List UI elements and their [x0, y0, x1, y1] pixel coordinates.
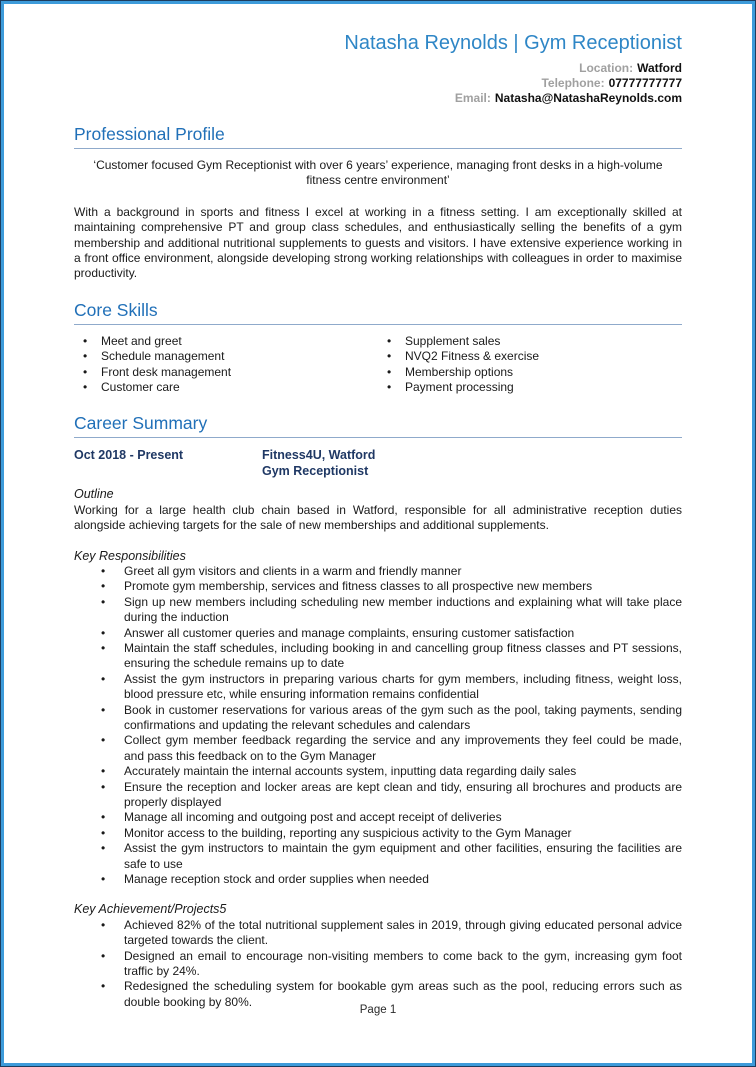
- responsibility-item: • Manage reception stock and order supplies when needed: [74, 872, 682, 887]
- contact-block: [74, 61, 682, 106]
- responsibility-item: • Book in customer reservations for various areas of the gym such as the pool, taking payments, sending confirmations and updating the relevant schedules and calendars: [74, 703, 682, 734]
- responsibility-item: • Monitor access to the building, reporting any suspicious activity to the Gym Manager: [74, 826, 682, 841]
- skill-item: • NVQ2 Fitness & exercise: [378, 349, 682, 364]
- skill-item: • Customer care: [74, 380, 378, 395]
- responsibility-item: • Promote gym membership, services and fitness classes to all prospective new members: [74, 579, 682, 594]
- section-career-summary: [74, 412, 682, 1010]
- responsibility-item: • Maintain the staff schedules, including booking in and cancelling group fitness classes and PT sessions, ensuring the schedule remains up to date: [74, 641, 682, 672]
- core-skills-columns: [74, 334, 682, 396]
- job-header: [74, 448, 682, 479]
- contact-row: [74, 61, 682, 76]
- profile-quote: ‘Customer focused Gym Receptionist with over 6 years’ experience, managing front desks in a high-volume fitness centre environment’: [93, 158, 663, 188]
- responsibility-item: • Manage all incoming and outgoing post and accept receipt of deliveries: [74, 810, 682, 825]
- responsibility-item: • Greet all gym visitors and clients in a warm and friendly manner: [74, 564, 682, 579]
- contact-row: [74, 91, 682, 106]
- job-dates: Oct 2018 - Present: [74, 448, 184, 463]
- core-skills-heading: Core Skills: [74, 299, 682, 325]
- person-name-title: Natasha Reynolds | Gym Receptionist: [344, 32, 682, 54]
- job-org: [262, 448, 375, 479]
- core-skills-column-left: [74, 334, 378, 396]
- section-core-skills: [74, 299, 682, 396]
- contact-value: 07777777777: [608, 76, 682, 90]
- contact-label: Location:: [579, 61, 634, 75]
- contact-label: Email:: [454, 91, 491, 105]
- skill-item: • Membership options: [378, 365, 682, 380]
- skill-item: • Supplement sales: [378, 334, 682, 349]
- core-skills-column-right: [378, 334, 682, 396]
- achievements-label: Key Achievement/Projects5: [74, 902, 227, 917]
- contact-value: Natasha@NatashaReynolds.com: [494, 91, 682, 105]
- page-border-frame: [1, 1, 755, 1066]
- responsibility-item: • Collect gym member feedback regarding the service and any improvements they feel could be made, and pass this feedback on to the Gym Manager: [74, 733, 682, 764]
- contact-label: Telephone:: [541, 76, 605, 90]
- professional-profile-heading: Professional Profile: [74, 123, 682, 149]
- responsibility-item: • Accurately maintain the internal accounts system, inputting data regarding daily sales: [74, 764, 682, 779]
- section-professional-profile: [74, 123, 682, 282]
- contact-row: [74, 76, 682, 91]
- skill-item: • Front desk management: [74, 365, 378, 380]
- job-role: Gym Receptionist: [262, 463, 369, 478]
- responsibility-item: • Assist the gym instructors in preparing various charts for gym members, including fitness, weight loss, blood pressure etc, while ensuring information remains confidential: [74, 672, 682, 703]
- job-company: Fitness4U, Watford: [262, 448, 376, 463]
- responsibility-item: • Sign up new members including scheduling new member inductions and explaining what will take place during the induction: [74, 595, 682, 626]
- responsibility-item: • Answer all customer queries and manage complaints, ensuring customer satisfaction: [74, 626, 682, 641]
- profile-body: With a background in sports and fitness I excel at working in a fitness setting. I am exceptionally skilled at maintaining comprehensive PT and group class schedules, and enthusiastically selling the benefits of a gym membership and additional nutritional supplements to guests and visitors. I have extensive experience working in a front office environment, alongside developing strong working relationships with colleagues in order to maximise productivity.: [74, 204, 682, 281]
- page-content: [4, 4, 752, 1063]
- skill-item: • Payment processing: [378, 380, 682, 395]
- page-footer: [4, 1004, 752, 1016]
- achievement-item: • Achieved 82% of the total nutritional supplement sales in 2019, through giving educated personal advice targeted towards the client.: [74, 918, 682, 949]
- responsibilities-list: [74, 564, 682, 888]
- skill-item: • Schedule management: [74, 349, 378, 364]
- achievement-item: • Redesigned the scheduling system for bookable gym areas such as the pool, reducing errors such as double booking by 80%.: [74, 979, 682, 1010]
- achievements-list: [74, 918, 682, 1010]
- responsibility-item: • Ensure the reception and locker areas are kept clean and tidy, ensuring all brochures and products are properly displayed: [74, 780, 682, 811]
- skill-item: • Meet and greet: [74, 334, 378, 349]
- achievement-item: • Designed an email to encourage non-visiting members to come back to the gym, increasing gym foot traffic by 24%.: [74, 949, 682, 980]
- career-summary-heading: Career Summary: [74, 412, 682, 438]
- responsibility-item: • Assist the gym instructors to maintain the gym equipment and other facilities, ensuring the facilities are safe to use: [74, 841, 682, 872]
- contact-value: Watford: [637, 61, 682, 75]
- outline-label: Outline: [74, 487, 114, 502]
- page-number: Page 1: [359, 1004, 397, 1016]
- document-header: [74, 30, 682, 106]
- outline-text: Working for a large health club chain based in Watford, responsible for all administrative reception duties alongside achieving targets for the sale of new memberships and additional supplements.: [74, 502, 682, 533]
- responsibilities-label: Key Responsibilities: [74, 548, 186, 563]
